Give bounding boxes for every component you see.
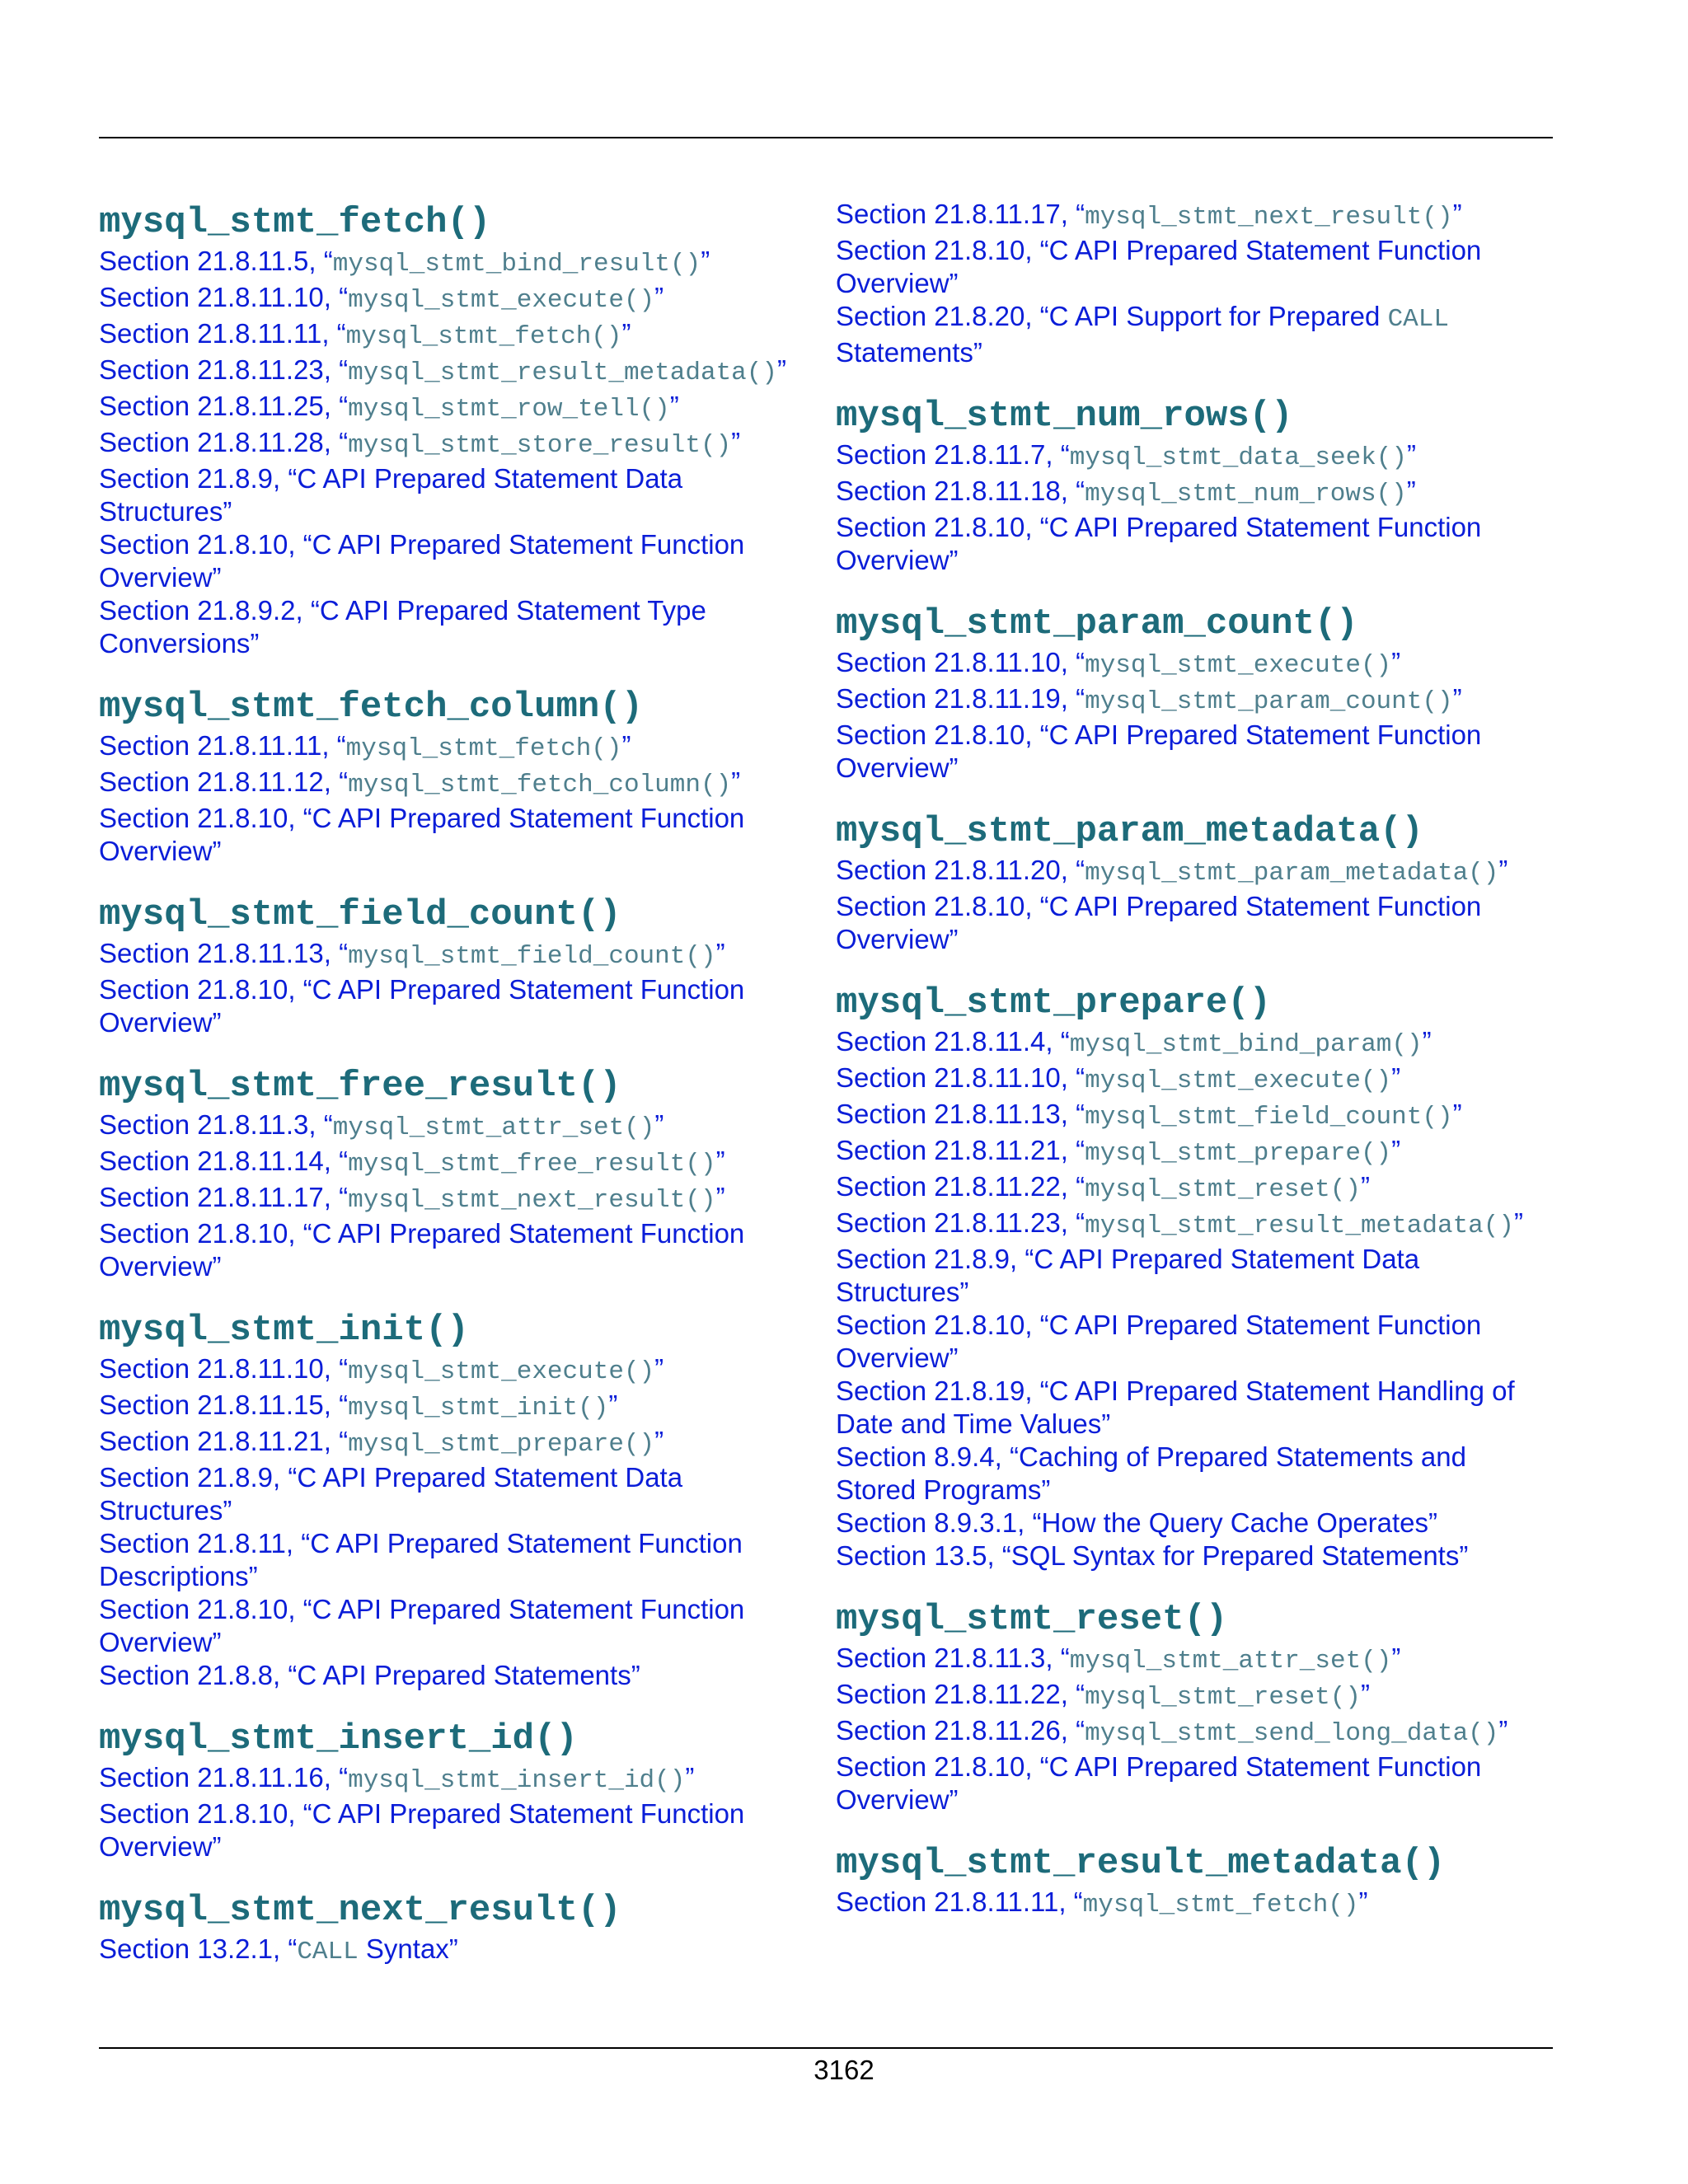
reference-code: mysql_stmt_result_metadata() bbox=[1085, 1212, 1514, 1240]
reference-text: Section 13.2.1, “ bbox=[99, 1933, 298, 1964]
reference-text-end: ” bbox=[669, 391, 679, 421]
reference-code: mysql_stmt_prepare() bbox=[348, 1430, 655, 1459]
section-reference-link[interactable] bbox=[836, 1540, 1545, 1572]
reference-text: Section 21.8.11.20, “ bbox=[836, 855, 1085, 885]
section-reference-link[interactable] bbox=[836, 198, 1545, 234]
reference-text: Section 21.8.11.14, “ bbox=[99, 1146, 349, 1176]
reference-text-end: ” bbox=[654, 282, 664, 312]
reference-text: Section 21.8.11.22, “ bbox=[836, 1171, 1085, 1202]
reference-text-end: Statements” bbox=[836, 337, 982, 368]
reference-text: Section 21.8.11.21, “ bbox=[99, 1426, 349, 1456]
reference-text: Section 21.8.11.10, “ bbox=[836, 647, 1085, 677]
section-reference-link[interactable] bbox=[99, 245, 808, 281]
section-reference-link[interactable] bbox=[99, 802, 808, 868]
index-entry-mysql-stmt-free-result bbox=[99, 1064, 808, 1283]
reference-text: Section 21.8.10, “C API Prepared Statement Function Overview” bbox=[836, 1310, 1482, 1373]
reference-text: Section 21.8.9, “C API Prepared Statement Data Structures” bbox=[836, 1244, 1420, 1307]
reference-text: Section 21.8.11.26, “ bbox=[836, 1715, 1085, 1746]
reference-text: Section 21.8.11.15, “ bbox=[99, 1390, 349, 1420]
reference-text-end: ” bbox=[1498, 855, 1508, 885]
reference-code: mysql_stmt_bind_result() bbox=[332, 250, 701, 279]
reference-list bbox=[99, 1933, 808, 1969]
reference-list bbox=[836, 854, 1545, 956]
index-entry-mysql-stmt-next-result bbox=[99, 1888, 808, 1969]
reference-list bbox=[836, 1642, 1545, 1816]
section-reference-link[interactable] bbox=[836, 300, 1545, 369]
reference-code: mysql_stmt_attr_set() bbox=[332, 1113, 655, 1142]
section-reference-link[interactable] bbox=[836, 854, 1545, 890]
reference-list bbox=[836, 438, 1545, 577]
index-term: mysql_stmt_prepare() bbox=[836, 982, 1272, 1024]
index-term: mysql_stmt_next_result() bbox=[99, 1890, 621, 1931]
reference-code: mysql_stmt_next_result() bbox=[1085, 203, 1453, 232]
section-reference-link[interactable] bbox=[99, 1933, 808, 1969]
header-rule bbox=[99, 137, 1553, 138]
reference-text-end: ” bbox=[1452, 1099, 1462, 1129]
reference-code: mysql_stmt_num_rows() bbox=[1085, 480, 1407, 509]
reference-text: Section 21.8.11.17, “ bbox=[836, 199, 1085, 229]
reference-text: Section 21.8.11.11, “ bbox=[99, 318, 346, 349]
section-reference-link[interactable] bbox=[99, 390, 808, 426]
reference-text: Section 21.8.10, “C API Prepared Statement Function Overview” bbox=[99, 803, 745, 866]
reference-text: Section 21.8.11.21, “ bbox=[836, 1135, 1085, 1165]
reference-text-end: ” bbox=[1391, 1643, 1401, 1673]
index-term: mysql_stmt_reset() bbox=[836, 1599, 1228, 1640]
reference-text-end: ” bbox=[715, 1182, 725, 1212]
reference-text-end: ” bbox=[685, 1762, 695, 1793]
reference-code: CALL bbox=[1387, 305, 1449, 334]
index-term: mysql_stmt_insert_id() bbox=[99, 1718, 578, 1760]
reference-text-end: ” bbox=[1391, 1135, 1401, 1165]
reference-text: Section 21.8.19, “C API Prepared Statement Handling of Date and Time Values” bbox=[836, 1376, 1515, 1439]
reference-text: Section 21.8.10, “C API Prepared Statement Function Overview” bbox=[836, 719, 1482, 783]
reference-code: mysql_stmt_prepare() bbox=[1085, 1139, 1392, 1168]
reference-code: mysql_stmt_execute() bbox=[1085, 1066, 1392, 1095]
reference-text-end: ” bbox=[1406, 476, 1416, 506]
section-reference-link[interactable] bbox=[836, 1714, 1545, 1750]
reference-text-end: ” bbox=[621, 318, 631, 349]
reference-code: mysql_stmt_param_count() bbox=[1085, 687, 1453, 716]
reference-text: Section 8.9.3.1, “How the Query Cache Operates” bbox=[836, 1507, 1438, 1538]
reference-code: mysql_stmt_init() bbox=[348, 1394, 609, 1422]
reference-code: mysql_stmt_fetch_column() bbox=[348, 771, 732, 799]
reference-text: Section 21.8.11.22, “ bbox=[836, 1679, 1085, 1709]
reference-code: mysql_stmt_send_long_data() bbox=[1085, 1719, 1499, 1748]
reference-text-end: ” bbox=[1422, 1026, 1432, 1057]
reference-text: Section 21.8.11.7, “ bbox=[836, 439, 1070, 470]
reference-text: Section 21.8.10, “C API Prepared Statement Function Overview” bbox=[836, 512, 1482, 575]
section-reference-link[interactable] bbox=[99, 1659, 808, 1692]
reference-text: Section 21.8.10, “C API Prepared Statement Function Overview” bbox=[99, 1798, 745, 1862]
index-entry-mysql-stmt-param-count bbox=[836, 602, 1545, 785]
section-reference-link[interactable] bbox=[99, 594, 808, 660]
reference-text-end: ” bbox=[1360, 1171, 1370, 1202]
reference-text: Section 21.8.11.3, “ bbox=[99, 1109, 333, 1140]
section-reference-link[interactable] bbox=[836, 1098, 1545, 1134]
reference-code: mysql_stmt_field_count() bbox=[1085, 1103, 1453, 1132]
index-entry-mysql-stmt-insert-id bbox=[99, 1717, 808, 1863]
section-reference-link[interactable] bbox=[99, 1145, 808, 1181]
reference-list bbox=[99, 1761, 808, 1863]
reference-code: mysql_stmt_execute() bbox=[348, 1357, 655, 1386]
reference-text: Section 21.8.11.16, “ bbox=[99, 1762, 349, 1793]
reference-text: Section 21.8.11.5, “ bbox=[99, 246, 333, 276]
reference-text: Section 21.8.11.13, “ bbox=[99, 938, 349, 968]
reference-code: mysql_stmt_bind_param() bbox=[1069, 1030, 1423, 1059]
reference-text: Section 21.8.11.10, “ bbox=[99, 282, 349, 312]
section-reference-link[interactable] bbox=[836, 511, 1545, 577]
reference-text: Section 21.8.11.11, “ bbox=[836, 1886, 1083, 1917]
reference-text: Section 21.8.10, “C API Prepared Statement Function Overview” bbox=[836, 891, 1482, 954]
reference-text-end: ” bbox=[621, 730, 631, 761]
reference-text: Section 21.8.11, “C API Prepared Statement Function Descriptions” bbox=[99, 1528, 743, 1591]
reference-text-end: ” bbox=[776, 354, 786, 385]
reference-code: mysql_stmt_insert_id() bbox=[348, 1766, 686, 1795]
reference-list bbox=[836, 198, 1545, 369]
section-reference-link[interactable] bbox=[99, 426, 808, 462]
section-reference-link[interactable] bbox=[99, 973, 808, 1039]
reference-text: Section 21.8.11.18, “ bbox=[836, 476, 1085, 506]
reference-code: CALL bbox=[297, 1938, 359, 1966]
section-reference-link[interactable] bbox=[99, 1797, 808, 1863]
index-term: mysql_stmt_param_metadata() bbox=[836, 811, 1423, 852]
reference-list bbox=[99, 1108, 808, 1283]
reference-text: Section 21.8.11.23, “ bbox=[99, 354, 349, 385]
section-reference-link[interactable] bbox=[99, 766, 808, 802]
section-reference-link[interactable] bbox=[836, 475, 1545, 511]
reference-text: Section 21.8.10, “C API Prepared Statement Function Overview” bbox=[99, 974, 745, 1038]
reference-code: mysql_stmt_param_metadata() bbox=[1085, 859, 1499, 888]
section-reference-link[interactable] bbox=[836, 1062, 1545, 1098]
section-reference-link[interactable] bbox=[836, 1309, 1545, 1375]
reference-text: Section 21.8.10, “C API Prepared Statement Function Overview” bbox=[99, 1594, 745, 1657]
section-reference-link[interactable] bbox=[836, 1207, 1545, 1243]
index-entry-mysql-stmt-param-metadata bbox=[836, 809, 1545, 956]
reference-text-end: ” bbox=[1513, 1207, 1523, 1238]
section-reference-link[interactable] bbox=[836, 719, 1545, 785]
index-entry-mysql-stmt-init bbox=[99, 1308, 808, 1692]
reference-text-end: ” bbox=[608, 1390, 618, 1420]
reference-code: mysql_stmt_reset() bbox=[1085, 1683, 1361, 1712]
index-column-right bbox=[836, 198, 1545, 1947]
section-reference-link[interactable] bbox=[99, 1761, 808, 1797]
section-reference-link[interactable] bbox=[836, 682, 1545, 719]
reference-code: mysql_stmt_fetch() bbox=[345, 734, 622, 763]
reference-code: mysql_stmt_row_tell() bbox=[348, 395, 670, 424]
section-reference-link[interactable] bbox=[99, 1527, 808, 1593]
reference-text: Section 21.8.10, “C API Prepared Statement Function Overview” bbox=[836, 235, 1482, 298]
section-reference-link[interactable] bbox=[836, 890, 1545, 956]
section-reference-link[interactable] bbox=[836, 1507, 1545, 1540]
reference-text: Section 21.8.11.11, “ bbox=[99, 730, 346, 761]
reference-code: mysql_stmt_fetch() bbox=[1082, 1891, 1359, 1919]
reference-text: Section 21.8.9.2, “C API Prepared Statement Type Conversions” bbox=[99, 595, 706, 658]
section-reference-link[interactable] bbox=[99, 281, 808, 317]
section-reference-link[interactable] bbox=[836, 1678, 1545, 1714]
section-reference-link[interactable] bbox=[99, 1461, 808, 1527]
index-entry-mysql-stmt-result-metadata bbox=[836, 1841, 1545, 1922]
reference-text-end: ” bbox=[1391, 647, 1401, 677]
reference-text: Section 21.8.9, “C API Prepared Statement Data Structures” bbox=[99, 1462, 683, 1526]
reference-text: Section 21.8.11.25, “ bbox=[99, 391, 349, 421]
reference-text-end: ” bbox=[1498, 1715, 1508, 1746]
section-reference-link[interactable] bbox=[836, 1170, 1545, 1207]
index-term: mysql_stmt_init() bbox=[99, 1310, 469, 1351]
index-entry-mysql-stmt-fetch bbox=[99, 200, 808, 660]
reference-text: Section 21.8.11.19, “ bbox=[836, 683, 1085, 714]
reference-text: Section 21.8.20, “C API Support for Prepared bbox=[836, 301, 1388, 331]
index-term: mysql_stmt_fetch_column() bbox=[99, 687, 644, 728]
section-reference-link[interactable] bbox=[836, 646, 1545, 682]
reference-text: Section 21.8.11.12, “ bbox=[99, 766, 349, 797]
reference-list bbox=[99, 937, 808, 1039]
reference-text: Section 21.8.11.10, “ bbox=[99, 1353, 349, 1384]
reference-text: Section 21.8.10, “C API Prepared Statement Function Overview” bbox=[836, 1751, 1482, 1815]
reference-code: mysql_stmt_store_result() bbox=[348, 431, 732, 460]
reference-list bbox=[836, 646, 1545, 785]
reference-text: Section 21.8.11.3, “ bbox=[836, 1643, 1070, 1673]
reference-text-end: ” bbox=[731, 766, 741, 797]
reference-text: Section 21.8.8, “C API Prepared Statements” bbox=[99, 1660, 640, 1690]
reference-list bbox=[99, 729, 808, 868]
section-reference-link[interactable] bbox=[99, 1181, 808, 1217]
section-reference-link[interactable] bbox=[836, 438, 1545, 475]
index-term: mysql_stmt_free_result() bbox=[99, 1066, 621, 1107]
section-reference-link[interactable] bbox=[836, 234, 1545, 300]
section-reference-link[interactable] bbox=[99, 1217, 808, 1283]
reference-list bbox=[99, 245, 808, 660]
index-entry-mysql-stmt-reset bbox=[836, 1597, 1545, 1816]
index-term: mysql_stmt_field_count() bbox=[99, 894, 621, 935]
section-reference-link[interactable] bbox=[836, 1025, 1545, 1062]
index-term: mysql_stmt_fetch() bbox=[99, 202, 491, 243]
reference-text-end: ” bbox=[1360, 1679, 1370, 1709]
index-entry-mysql-stmt-num-rows bbox=[836, 394, 1545, 577]
reference-text-end: ” bbox=[654, 1109, 664, 1140]
reference-text-end: ” bbox=[715, 938, 725, 968]
reference-text: Section 13.5, “SQL Syntax for Prepared Statements” bbox=[836, 1540, 1469, 1571]
section-reference-link[interactable] bbox=[99, 1352, 808, 1389]
section-reference-link[interactable] bbox=[99, 729, 808, 766]
reference-text-end: ” bbox=[654, 1426, 664, 1456]
reference-code: mysql_stmt_attr_set() bbox=[1069, 1647, 1392, 1675]
index-term: mysql_stmt_result_metadata() bbox=[836, 1843, 1446, 1884]
section-reference-link[interactable] bbox=[99, 1389, 808, 1425]
index-term: mysql_stmt_num_rows() bbox=[836, 396, 1293, 437]
reference-code: mysql_stmt_field_count() bbox=[348, 942, 716, 971]
reference-text-end: ” bbox=[1452, 199, 1462, 229]
reference-text-end: ” bbox=[701, 246, 710, 276]
section-reference-link[interactable] bbox=[99, 1425, 808, 1461]
reference-text: Section 21.8.11.17, “ bbox=[99, 1182, 349, 1212]
page-number: 3162 bbox=[814, 2055, 874, 2085]
index-term: mysql_stmt_param_count() bbox=[836, 603, 1358, 644]
reference-code: mysql_stmt_execute() bbox=[348, 286, 655, 315]
reference-text: Section 21.8.9, “C API Prepared Statement Data Structures” bbox=[99, 463, 683, 527]
reference-text-end: ” bbox=[731, 427, 741, 457]
section-reference-link[interactable] bbox=[836, 1441, 1545, 1507]
reference-text-end: ” bbox=[1452, 683, 1462, 714]
section-reference-link[interactable] bbox=[99, 354, 808, 390]
reference-code: mysql_stmt_data_seek() bbox=[1069, 443, 1408, 472]
reference-text: Section 8.9.4, “Caching of Prepared Statements and Stored Programs” bbox=[836, 1441, 1466, 1505]
section-reference-link[interactable] bbox=[836, 1375, 1545, 1441]
reference-text: Section 21.8.11.13, “ bbox=[836, 1099, 1085, 1129]
section-reference-link[interactable] bbox=[836, 1642, 1545, 1678]
section-reference-link[interactable] bbox=[836, 1134, 1545, 1170]
reference-text: Section 21.8.10, “C API Prepared Statement Function Overview” bbox=[99, 1218, 745, 1282]
section-reference-link[interactable] bbox=[99, 317, 808, 354]
reference-list bbox=[836, 1025, 1545, 1572]
section-reference-link[interactable] bbox=[99, 528, 808, 594]
reference-text: Section 21.8.11.4, “ bbox=[836, 1026, 1070, 1057]
footer-rule bbox=[99, 2047, 1553, 2049]
reference-text: Section 21.8.11.28, “ bbox=[99, 427, 349, 457]
section-reference-link[interactable] bbox=[836, 1886, 1545, 1922]
reference-text-end: Syntax” bbox=[358, 1933, 458, 1964]
section-reference-link[interactable] bbox=[99, 1593, 808, 1659]
index-entry-mysql-stmt-fetch-column bbox=[99, 685, 808, 868]
index-entry-mysql-stmt-prepare bbox=[836, 981, 1545, 1572]
reference-code: mysql_stmt_next_result() bbox=[348, 1186, 716, 1215]
reference-text: Section 21.8.11.23, “ bbox=[836, 1207, 1085, 1238]
reference-list bbox=[99, 1352, 808, 1692]
section-reference-link[interactable] bbox=[836, 1243, 1545, 1309]
section-reference-link[interactable] bbox=[99, 937, 808, 973]
reference-text: Section 21.8.11.10, “ bbox=[836, 1062, 1085, 1093]
reference-code: mysql_stmt_free_result() bbox=[348, 1150, 716, 1179]
reference-text-end: ” bbox=[1358, 1886, 1368, 1917]
reference-list bbox=[836, 1886, 1545, 1922]
section-reference-link[interactable] bbox=[99, 462, 808, 528]
index-entry-mysql-stmt-field-count bbox=[99, 893, 808, 1039]
section-reference-link[interactable] bbox=[99, 1108, 808, 1145]
reference-text-end: ” bbox=[715, 1146, 725, 1176]
reference-code: mysql_stmt_execute() bbox=[1085, 651, 1392, 680]
reference-text-end: ” bbox=[1407, 439, 1417, 470]
index-entry-continued bbox=[836, 198, 1545, 369]
reference-code: mysql_stmt_result_metadata() bbox=[348, 359, 777, 387]
reference-text: Section 21.8.10, “C API Prepared Statement Function Overview” bbox=[99, 529, 745, 593]
index-column-left bbox=[99, 200, 808, 1994]
section-reference-link[interactable] bbox=[836, 1750, 1545, 1816]
reference-code: mysql_stmt_reset() bbox=[1085, 1175, 1361, 1204]
reference-text-end: ” bbox=[654, 1353, 664, 1384]
reference-text-end: ” bbox=[1391, 1062, 1401, 1093]
reference-code: mysql_stmt_fetch() bbox=[345, 322, 622, 351]
